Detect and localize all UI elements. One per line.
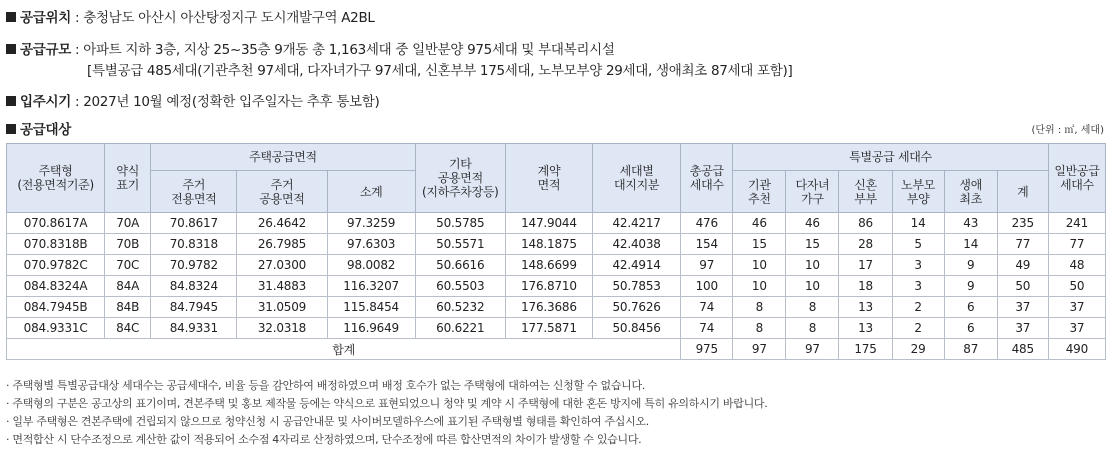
- total-cell: 87: [944, 339, 997, 360]
- notes: [6, 377, 767, 449]
- cell: 42.4914: [593, 255, 681, 276]
- cell: 14: [944, 234, 997, 255]
- cell: 50.7853: [593, 276, 681, 297]
- cell: 84.8324: [151, 276, 237, 297]
- cell: 2: [892, 318, 944, 339]
- cell: 13: [839, 318, 892, 339]
- total-cell: 975: [681, 339, 733, 360]
- cell: 84C: [105, 318, 151, 339]
- cell: 13: [839, 297, 892, 318]
- cell: 5: [892, 234, 944, 255]
- header-exclusive: 주거 전용면적: [151, 171, 237, 213]
- total-cell: 29: [892, 339, 944, 360]
- cell: 97.3259: [327, 213, 415, 234]
- cell: 476: [681, 213, 733, 234]
- total-cell: 97: [786, 339, 839, 360]
- header-land-share: 세대별 대지지분: [593, 144, 681, 213]
- cell: 97: [681, 255, 733, 276]
- cell: 3: [892, 276, 944, 297]
- header-sum: 계: [997, 171, 1048, 213]
- square-bullet-icon: [6, 124, 16, 134]
- table-row: [7, 255, 1106, 276]
- cell: 97.6303: [327, 234, 415, 255]
- cell: 148.1875: [505, 234, 592, 255]
- cell: 74: [681, 318, 733, 339]
- supply-location-value: 충청남도 아산시 아산탕정지구 도시개발구역 A2BL: [83, 10, 375, 26]
- cell: 070.8617A: [7, 213, 105, 234]
- cell: 31.0509: [237, 297, 327, 318]
- cell: 10: [733, 276, 786, 297]
- move-in-line: [6, 90, 379, 110]
- square-bullet-icon: [6, 12, 16, 22]
- cell: 235: [997, 213, 1048, 234]
- cell: 100: [681, 276, 733, 297]
- cell: 8: [786, 318, 839, 339]
- cell: 070.9782C: [7, 255, 105, 276]
- cell: 50: [1048, 276, 1105, 297]
- note-item: · 주택형별 특별공급대상 세대수는 공급세대수, 비율 등을 감안하여 배정하였으며 배정 호수가 없는 주택형에 대하여는 신청할 수 없습니다.: [6, 379, 645, 392]
- cell: 50.6616: [415, 255, 505, 276]
- header-subtotal: 소계: [327, 171, 415, 213]
- cell: 10: [733, 255, 786, 276]
- header-abbr: 약식 표기: [105, 144, 151, 213]
- cell: 70B: [105, 234, 151, 255]
- cell: 241: [1048, 213, 1105, 234]
- header-multi-child: 다자녀 가구: [786, 171, 839, 213]
- cell: 50: [997, 276, 1048, 297]
- cell: 8: [733, 318, 786, 339]
- supply-table: [6, 143, 1106, 360]
- header-contract: 계약 면적: [505, 144, 592, 213]
- cell: 42.4038: [593, 234, 681, 255]
- cell: 49: [997, 255, 1048, 276]
- cell: 84B: [105, 297, 151, 318]
- table-row: [7, 276, 1106, 297]
- cell: 70.8318: [151, 234, 237, 255]
- note-item: · 일부 주택형은 견본주택에 건립되지 않으므로 청약신청 시 공급안내문 및 사이버모델하우스에 표기된 주택형별 형태를 확인하여 주십시오.: [6, 415, 649, 428]
- table-row: [7, 234, 1106, 255]
- total-cell: 490: [1048, 339, 1105, 360]
- cell: 084.9331C: [7, 318, 105, 339]
- header-elder-support: 노부모 부양: [892, 171, 944, 213]
- total-row: [7, 339, 1106, 360]
- cell: 154: [681, 234, 733, 255]
- supply-location-label: 공급위치: [20, 10, 71, 26]
- cell: 115.8454: [327, 297, 415, 318]
- cell: 8: [786, 297, 839, 318]
- cell: 70A: [105, 213, 151, 234]
- cell: 10: [786, 255, 839, 276]
- table-row: [7, 297, 1106, 318]
- header-area-group: 주택공급면적: [151, 144, 415, 171]
- unit-note: (단위 : ㎡, 세대): [1031, 125, 1104, 136]
- cell: 50.5785: [415, 213, 505, 234]
- note-item: · 면적합산 시 단수조정으로 계산한 값이 적용되어 소수점 4자리로 산정하였으며, 단수조정에 따른 합산면적의 차이가 발생할 수 있습니다.: [6, 433, 642, 446]
- cell: 2: [892, 297, 944, 318]
- supply-scale-line: [6, 38, 615, 58]
- cell: 177.5871: [505, 318, 592, 339]
- cell: 42.4217: [593, 213, 681, 234]
- cell: 37: [997, 318, 1048, 339]
- cell: 70C: [105, 255, 151, 276]
- header-other-common: 기타 공용면적 (지하주차장등): [415, 144, 505, 213]
- square-bullet-icon: [6, 96, 16, 106]
- move-in-value: 2027년 10월 예정(정확한 입주일자는 추후 통보함): [83, 94, 380, 110]
- cell: 50.8456: [593, 318, 681, 339]
- header-institution: 기관 추천: [733, 171, 786, 213]
- cell: 176.3686: [505, 297, 592, 318]
- header-common: 주거 공용면적: [237, 171, 327, 213]
- table-row: [7, 213, 1106, 234]
- cell: 18: [839, 276, 892, 297]
- header-type: 주택형 (전용면적기준): [7, 144, 105, 213]
- cell: 28: [839, 234, 892, 255]
- cell: 116.3207: [327, 276, 415, 297]
- cell: 31.4883: [237, 276, 327, 297]
- cell: 86: [839, 213, 892, 234]
- cell: 98.0082: [327, 255, 415, 276]
- cell: 176.8710: [505, 276, 592, 297]
- supply-scale-detail: [특별공급 485세대(기관추천 97세대, 다자녀가구 97세대, 신혼부부 175세대, 노부모부양 29세대, 생애최초 87세대 포함)]: [87, 63, 793, 79]
- cell: 77: [997, 234, 1048, 255]
- note-item: · 주택형의 구분은 공고상의 표기이며, 견본주택 및 홍보 제작물 등에는 약식으로 표현되었으니 청약 및 계약 시 주택형에 대한 혼돈 방지에 특히 유의하시기 바랍니다.: [6, 397, 768, 410]
- cell: 46: [733, 213, 786, 234]
- header-total-supply: 총공급 세대수: [681, 144, 733, 213]
- supply-location-line: [6, 6, 375, 26]
- total-cell: 485: [997, 339, 1048, 360]
- cell: 60.5503: [415, 276, 505, 297]
- header-first-time: 생애 최초: [944, 171, 997, 213]
- cell: 10: [786, 276, 839, 297]
- supply-scale-value: 아파트 지하 3층, 지상 25~35층 9개동 총 1,163세대 중 일반분양 975세대 및 부대복리시설: [83, 42, 615, 58]
- header-general: 일반공급 세대수: [1048, 144, 1105, 213]
- cell: 14: [892, 213, 944, 234]
- cell: 48: [1048, 255, 1105, 276]
- cell: 50.5571: [415, 234, 505, 255]
- supply-target-line: [6, 118, 71, 138]
- cell: 77: [1048, 234, 1105, 255]
- cell: 26.7985: [237, 234, 327, 255]
- cell: 8: [733, 297, 786, 318]
- cell: 70.9782: [151, 255, 237, 276]
- cell: 37: [997, 297, 1048, 318]
- cell: 70.8617: [151, 213, 237, 234]
- table-row: [7, 318, 1106, 339]
- move-in-sep: :: [70, 94, 84, 110]
- total-cell: 97: [733, 339, 786, 360]
- supply-target-label: 공급대상: [20, 122, 71, 138]
- total-cell: 175: [839, 339, 892, 360]
- supply-scale-label: 공급규모: [20, 42, 71, 58]
- cell: 15: [786, 234, 839, 255]
- cell: 60.5232: [415, 297, 505, 318]
- cell: 74: [681, 297, 733, 318]
- cell: 32.0318: [237, 318, 327, 339]
- cell: 26.4642: [237, 213, 327, 234]
- cell: 084.8324A: [7, 276, 105, 297]
- header-special-group: 특별공급 세대수: [733, 144, 1049, 171]
- supply-location-sep: :: [70, 10, 84, 26]
- cell: 84.9331: [151, 318, 237, 339]
- cell: 147.9044: [505, 213, 592, 234]
- cell: 60.6221: [415, 318, 505, 339]
- cell: 50.7626: [593, 297, 681, 318]
- cell: 46: [786, 213, 839, 234]
- cell: 27.0300: [237, 255, 327, 276]
- square-bullet-icon: [6, 44, 16, 54]
- cell: 84.7945: [151, 297, 237, 318]
- cell: 17: [839, 255, 892, 276]
- supply-scale-sep: :: [70, 42, 84, 58]
- cell: 084.7945B: [7, 297, 105, 318]
- cell: 116.9649: [327, 318, 415, 339]
- cell: 84A: [105, 276, 151, 297]
- cell: 15: [733, 234, 786, 255]
- cell: 9: [944, 276, 997, 297]
- total-label: 합계: [7, 339, 681, 360]
- cell: 37: [1048, 318, 1105, 339]
- cell: 148.6699: [505, 255, 592, 276]
- cell: 6: [944, 318, 997, 339]
- header-newlywed: 신혼 부부: [839, 171, 892, 213]
- cell: 6: [944, 297, 997, 318]
- cell: 43: [944, 213, 997, 234]
- cell: 3: [892, 255, 944, 276]
- move-in-label: 입주시기: [20, 94, 71, 110]
- cell: 070.8318B: [7, 234, 105, 255]
- cell: 9: [944, 255, 997, 276]
- cell: 37: [1048, 297, 1105, 318]
